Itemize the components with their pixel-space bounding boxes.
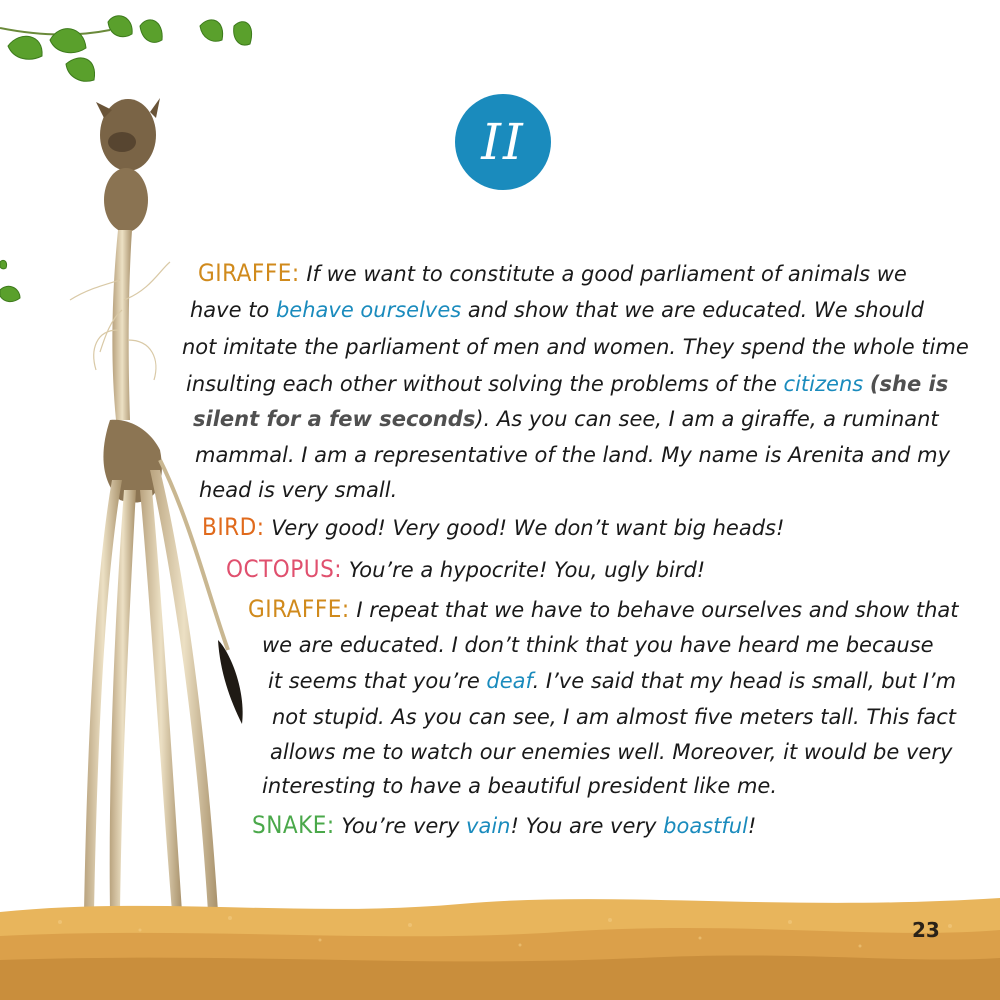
speaker-giraffe: GIRAFFE: (248, 595, 350, 623)
keyword: citizens (783, 372, 864, 396)
dialogue-text: it seems that you’re (268, 669, 487, 693)
dialogue-text: You’re a hypocrite! You, ugly bird! (342, 558, 706, 582)
dialogue-text: You’re very (334, 814, 467, 838)
chapter-numeral: II (481, 113, 525, 171)
dialogue-text: we are educated. I don’t think that you have heard me because (262, 633, 934, 657)
dialogue-text: head is very small. (199, 478, 398, 502)
speaker-octopus: OCTOPUS: (226, 555, 343, 583)
speaker-snake: SNAKE: (252, 811, 335, 839)
page-number: 23 (912, 918, 940, 942)
dialogue-text: Very good! Very good! We don’t want big heads! (264, 516, 785, 540)
dialogue-text: I repeat that we have to behave ourselves and show that (349, 598, 959, 622)
keyword: boastful (663, 814, 748, 838)
speaker-giraffe: GIRAFFE: (198, 259, 300, 287)
dialogue-text: ). As you can see, I am a giraffe, a ruminant (475, 407, 939, 431)
dialogue-text: ! You are very (510, 814, 664, 838)
keyword: behave ourselves (275, 298, 462, 322)
dialogue-text: mammal. I am a representative of the land. My name is Arenita and my (195, 443, 951, 467)
stage-direction: (she is (869, 372, 949, 396)
dialogue-text: ! (747, 814, 757, 838)
dialogue-text: insulting each other without solving the problems of the (186, 372, 784, 396)
dialogue-text: and show that we are educated. We should (461, 298, 924, 322)
dialogue-text: not imitate the parliament of men and women. They spend the whole time (182, 335, 969, 359)
dialogue-text: If we want to constitute a good parliament of animals we (299, 262, 907, 286)
dialogue-text: have to (190, 298, 276, 322)
speaker-bird: BIRD: (202, 513, 265, 541)
dialogue-text: . I’ve said that my head is small, but I’m (532, 669, 957, 693)
dialogue-text: allows me to watch our enemies well. Moreover, it would be very (270, 740, 953, 764)
keyword: vain (466, 814, 511, 838)
dialogue-text: interesting to have a beautiful president like me. (262, 774, 777, 798)
stage-direction: silent for a few seconds (193, 407, 476, 431)
keyword: deaf (486, 669, 533, 693)
dialogue-text: not stupid. As you can see, I am almost five meters tall. This fact (272, 705, 957, 729)
